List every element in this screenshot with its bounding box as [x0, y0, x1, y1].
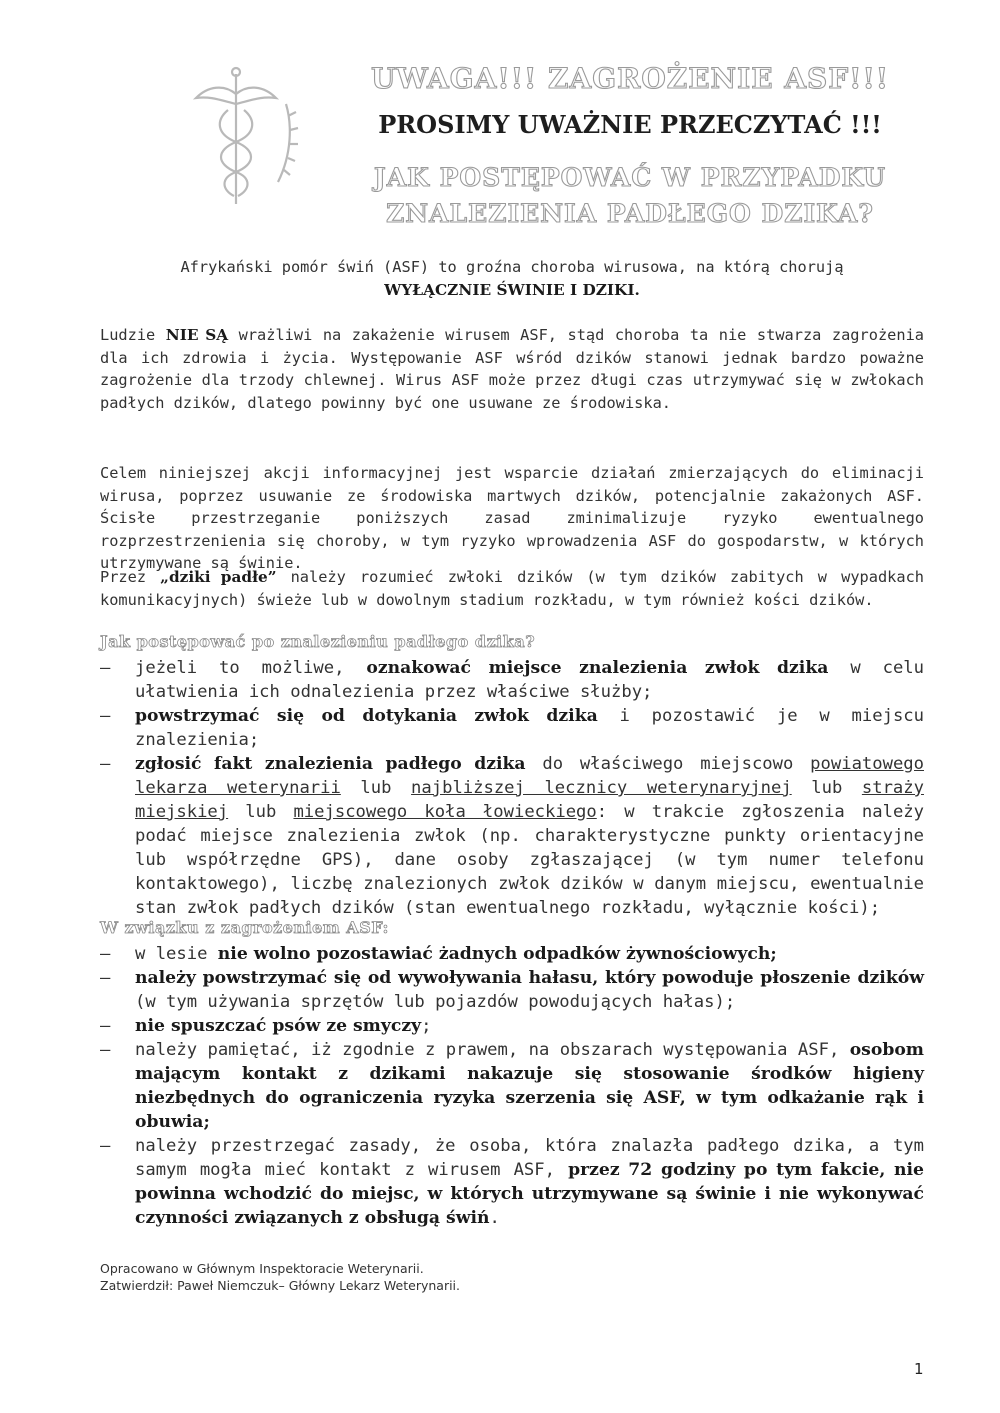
- list-item: – należy powstrzymać się od wywoływania hałasu, który powoduje płoszenie dzików (w tym używania sprzętów lub pojazdów powodujących hałas);: [100, 968, 924, 1012]
- list-found-boar: [100, 656, 924, 920]
- paragraph-human-safety: Ludzie NIE SĄ wrażliwi na zakażenie wirusem ASF, stąd choroba ta nie stwarza zagrożenia dla ich zdrowia i życia. Występowanie ASF wśród dzików stanowi jednak bardzo poważne zagrożenie dla trzody chlewnej. Wirus ASF może przez długi czas utrzymywać się w zwłokach padłych dzików, dlatego powinny być one usuwane ze środowiska.: [100, 326, 924, 412]
- header-question: JAK POSTĘPOWAĆ W PRZYPADKU ZNALEZIENIA PADŁEGO DZIKA?: [373, 163, 887, 228]
- caduceus-icon: [186, 64, 314, 214]
- section-heading-asf-threat: W związku z zagrożeniem ASF:: [100, 918, 389, 937]
- list-item: – zgłosić fakt znalezienia padłego dzika do właściwego miejscowo powiatowego lekarza weterynarii lub najbliższej lecznicy weterynaryjnej lub straży miejskiej lub miejscowego koła łowieckiego: w trakcie zgłoszenia należy podać miejsce znalezienia zwłok (np. charakterystyczne punkty orientacyjne lub współrzędne GPS), dane osoby zgłaszającej (w tym numer telefonu kontaktowego), liczbę znalezionych zwłok dzików w danym miejscu, ewentualnie stan zwłok padłych dzików (stan ewentualnego rozkładu, wyłącznie kości);: [100, 754, 924, 918]
- list-asf-threat: [100, 942, 924, 1230]
- paragraph-definition: Przez „dziki padłe” należy rozumieć zwłoki dzików (w tym dzików zabitych w wypadkach komunikacyjnych) świeże lub w dowolnym stadium rozkładu, w tym również kości dzików.: [100, 568, 924, 609]
- header-warning: UWAGA!!! ZAGROŻENIE ASF!!!: [370, 62, 890, 95]
- section-heading-found-boar: Jak postępować po znalezieniu padłego dzika?: [100, 632, 536, 651]
- paragraph-campaign-goal: Celem niniejszej akcji informacyjnej jest wsparcie działań zmierzających do eliminacji wirusa, poprzez usuwanie ze środowiska martwych dzików, potencjalnie zakażonych ASF. Ścisłe przestrzeganie poniższych zasad zminimalizuje ryzyko ewentualnego rozprzestrzenienia się choroby, w tym ryzyko wprowadzenia ASF do gospodarstw, w których utrzymywane są świnie.: [100, 464, 924, 572]
- list-item: – powstrzymać się od dotykania zwłok dzika i pozostawić je w miejscu znalezienia;: [100, 706, 924, 750]
- list-item: – należy pamiętać, iż zgodnie z prawem, na obszarach występowania ASF, osobom mającym kontakt z dzikami nakazuje się stosowanie środków higieny niezbędnych do ograniczenia ryzyka szerzenia się ASF, w tym odkażanie rąk i obuwia;: [100, 1040, 924, 1132]
- footer-credits: Opracowano w Głównym Inspektoracie Weterynarii. Zatwierdził: Paweł Niemczuk– Główny Lekarz Weterynarii.: [100, 1261, 460, 1293]
- header-please-read: PROSIMY UWAŻNIE PRZECZYTAĆ !!!: [378, 110, 882, 139]
- list-item: – w lesie nie wolno pozostawiać żadnych odpadków żywnościowych;: [100, 944, 777, 964]
- intro-paragraph: Afrykański pomór świń (ASF) to groźna choroba wirusowa, na którą chorują WYŁĄCZNIE ŚWINIE I DZIKI.: [180, 258, 844, 299]
- page-number: 1: [914, 1360, 924, 1378]
- list-item: – nie spuszczać psów ze smyczy;: [100, 1016, 432, 1036]
- list-item: – jeżeli to możliwe, oznakować miejsce znalezienia zwłok dzika w celu ułatwienia ich odnalezienia przez właściwe służby;: [100, 658, 925, 702]
- list-item: – należy przestrzegać zasady, że osoba, która znalazła padłego dzika, a tym samym mogła mieć kontakt z wirusem ASF, przez 72 godziny po tym fakcie, nie powinna wchodzić do miejsc, w których utrzymywane są świnie i nie wykonywać czynności związanych z obsługą świń.: [100, 1136, 924, 1228]
